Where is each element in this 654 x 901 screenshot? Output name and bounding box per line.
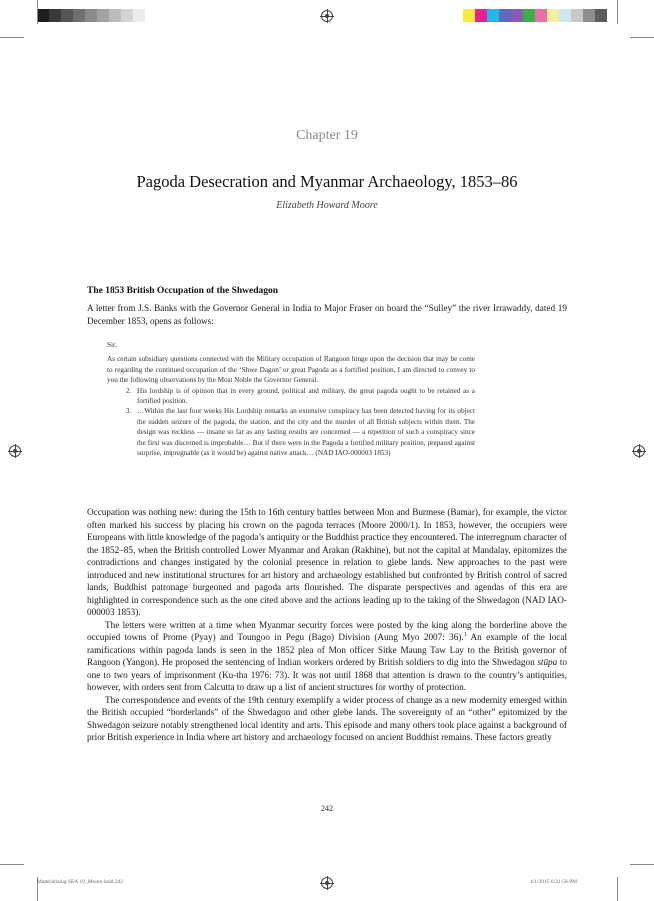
text-run: The letters were written at a time when Myanmar security forces were posted by the king along the borderline above the occupied towns of Prome (Pyay) and Toungoo in Pegu (Bago) Division (Aung Myo 2007: 36). — [87, 619, 567, 642]
color-swatch — [523, 9, 535, 22]
footnote-ref[interactable]: 1 — [463, 631, 467, 638]
color-swatch — [463, 9, 475, 22]
color-swatch — [595, 9, 607, 22]
crop-mark — [0, 864, 24, 865]
body-paragraph-3: The correspondence and events of the 19th century exemplify a wider process of change as a new modernity emerged within the British occupied “borderlands” of the Shwedagon and other glebe lands. The sovereignty of an “other” epitomized by the Shwedagon seizure notably strengthened local identity and arts. This episode and many others took place against a background of prior British experience in India where art history and archaeology focused on ancient Buddhist remains. These factors greatly — [87, 694, 567, 742]
quote-item: 3. …Within the last four weeks His Lordship remarks an extensive conspiracy has been detected having for its object the sudden seizure of the pagoda, the station, and the city and the murder of all British subjects within them. The design was reckless — insane so far as any lasting results are concerned — a repetition of such a conspiracy since the first was discerned is improbable… But if there were in the Pagoda a fortified military position, prepared against surprise, impregnable (as it would be) against native attack… (NAD IAO-000003 1853) — [133, 406, 475, 458]
body-paragraph-1: Occupation was nothing new: during the 15th to 16th century battles between Mon and Burmese (Bamar), for example, the victor often marked his success by placing his crown on the pagoda terraces (Moore 2000/1). In 1853, however, the occupiers were Europeans with little knowledge of the pagoda’s antiquity or the Buddhist practice they encountered. The interregnum character of the 1852–85, when the British controlled Lower Myanmar and Arakan (Rakhine), but not the capital at Mandalay, epitomizes the contradictions and changes instigated by the colonial presence in relation to glebe lands. New approaches to the past were introduced and new institutional structures for art history and archaeology established but confronted by British control of sacred lands, Buddhist patronage burgeoned and pagoda arts flourished. The disparate perspectives and agendas of this era are highlighted in correspondence such as the one cited above and the actions leading up to the taking of the Shwedagon (NAD IAO-000003 1853). — [87, 507, 567, 617]
chapter-author: Elizabeth Howard Moore — [276, 200, 378, 211]
color-swatch — [535, 9, 547, 22]
slug-filename: Materializing SEA 19_Moore.indd 242 — [37, 879, 124, 885]
slug-timestamp: 4/1/2015 6:31:56 PM — [530, 879, 578, 885]
color-swatch — [487, 9, 499, 22]
color-swatch — [571, 9, 583, 22]
gray-swatch — [61, 9, 73, 22]
italic-term: stūpa — [537, 657, 558, 667]
crop-mark — [0, 37, 24, 38]
section-heading: The 1853 British Occupation of the Shwedagon — [87, 286, 279, 296]
registration-mark-top-icon — [321, 10, 333, 22]
crop-mark — [617, 0, 618, 24]
chapter-label: Chapter 19 — [296, 128, 358, 143]
registration-mark-right-icon — [633, 445, 645, 457]
color-swatch — [499, 9, 511, 22]
crop-mark — [617, 877, 618, 901]
registration-mark-bottom-icon — [321, 877, 333, 889]
color-swatch — [475, 9, 487, 22]
cmyk-color-bar — [463, 9, 607, 22]
crop-mark — [630, 864, 654, 865]
chapter-title: Pagoda Desecration and Myanmar Archaeology, 1853–86 — [136, 172, 518, 191]
quote-item: 2. His lordship is of opinion that in every ground, political and military, the great pagoda ought to be retained as a fortified position. — [133, 386, 475, 407]
crop-mark — [37, 0, 38, 24]
quote-intro: As certain subsidiary questions connected with the Military occupation of Rangoon hinge upon the decision that may be come to regarding the continued occupation of the ‘Shwe Dagon’ or great Pagoda as a fortified position, I am directed to convey to you the following observations by the Most Noble the Governor General. — [107, 355, 475, 385]
gray-swatch — [73, 9, 85, 22]
registration-mark-left-icon — [9, 445, 21, 457]
gray-swatch — [121, 9, 133, 22]
color-swatch — [583, 9, 595, 22]
text-run: An example of the local ramifications within pagoda lands is seen in the 1852 plea of Mon officer Sitke Maung Taw Lay to the British governor of Rangoon (Yangon). He proposed the sentencing of Indian workers ordered by British soldiers to dig into the Shwedagon — [87, 632, 567, 667]
gray-swatch — [37, 9, 49, 22]
gray-swatch — [49, 9, 61, 22]
page-number: 242 — [321, 804, 333, 813]
quote-list — [107, 386, 475, 459]
color-swatch — [511, 9, 523, 22]
body-paragraph-2 — [87, 619, 567, 694]
body-text — [87, 506, 567, 744]
gray-swatch — [97, 9, 109, 22]
color-swatch — [559, 9, 571, 22]
block-quote — [107, 340, 475, 458]
crop-mark — [630, 37, 654, 38]
quote-salutation: Sir, — [107, 341, 117, 349]
gray-swatch — [109, 9, 121, 22]
color-swatch — [547, 9, 559, 22]
gray-swatch — [133, 9, 145, 22]
grayscale-color-bar — [37, 9, 157, 22]
lead-paragraph: A letter from J.S. Banks with the Governor General in India to Major Fraser on board the “Sulley” the river Irrawaddy, dated 19 December 1853, opens as follows: — [87, 303, 567, 326]
gray-swatch — [85, 9, 97, 22]
text-run: to one to two years of imprisonment (Ku-tha 1976: 73). It was not until 1868 that attention is drawn to the country’s antiquities, however, with orders sent from Calcutta to draw up a list of ancient structures for worthy of protection. — [87, 657, 567, 692]
gray-swatch — [145, 9, 157, 22]
